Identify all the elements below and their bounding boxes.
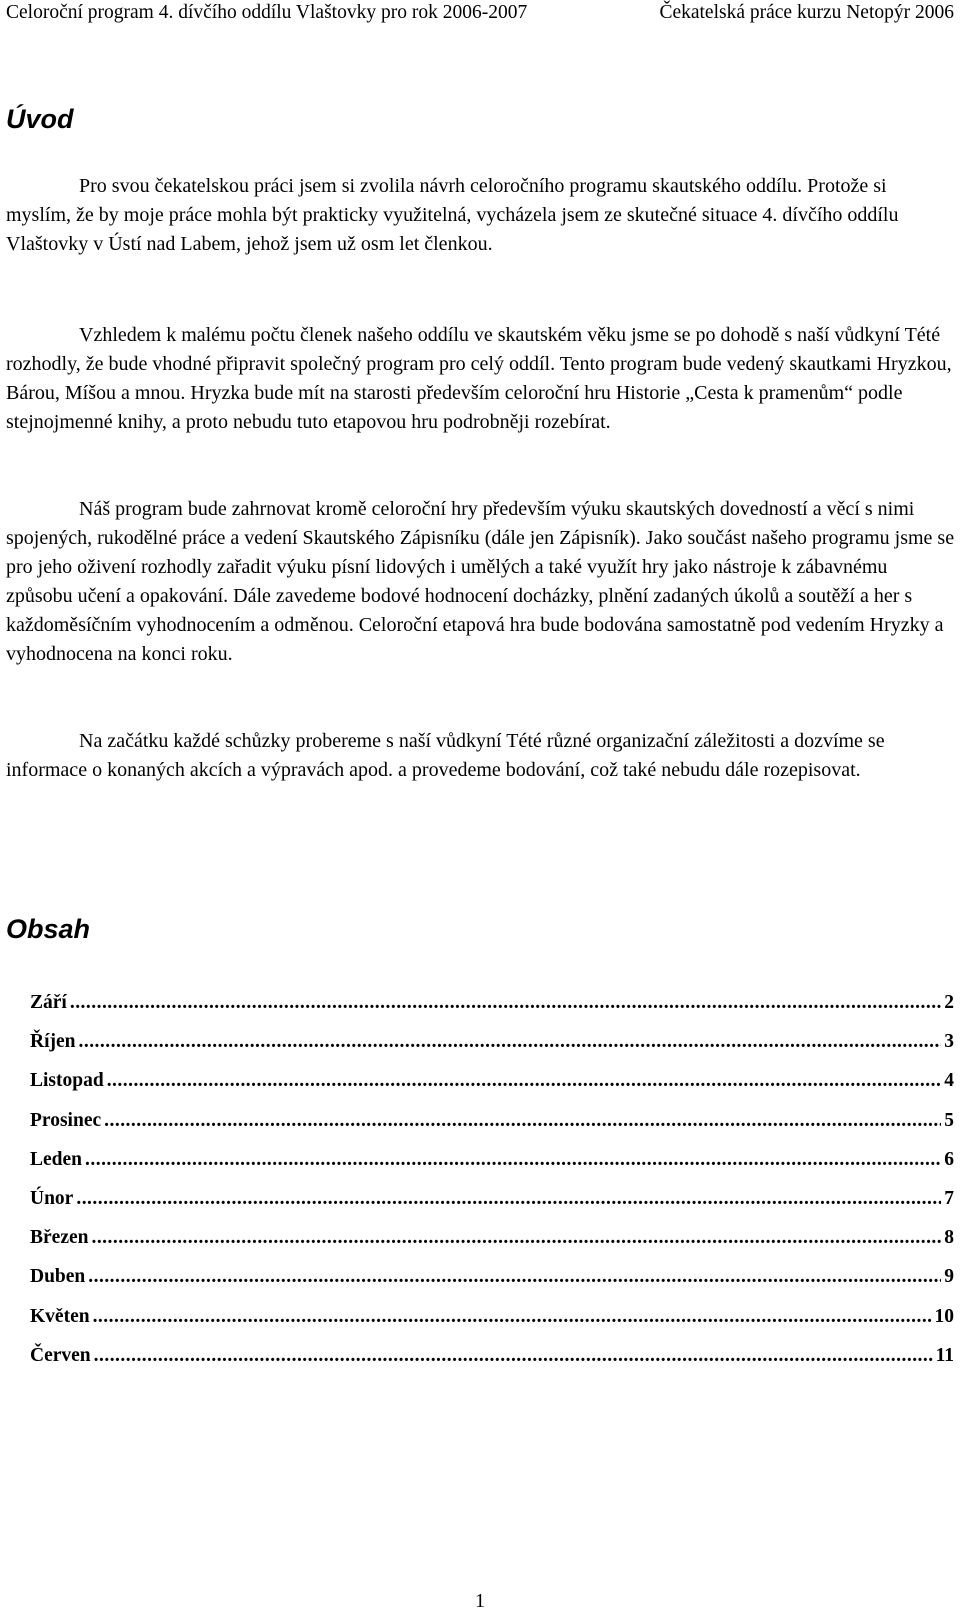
toc-entry-label: Prosinec bbox=[30, 1109, 102, 1131]
toc-leader-dots bbox=[88, 1266, 941, 1288]
toc-entry-label: Leden bbox=[30, 1148, 83, 1170]
toc-entry-page: 10 bbox=[934, 1305, 954, 1327]
toc-leader-dots bbox=[85, 1149, 941, 1171]
toc-entry-page: 5 bbox=[944, 1109, 954, 1131]
toc-entry-label: Březen bbox=[30, 1227, 89, 1249]
intro-heading: Úvod bbox=[6, 104, 74, 134]
page-number: 1 bbox=[475, 1590, 485, 1612]
header-left-text: Celoroční program 4. dívčího oddílu Vlaštovky pro rok 2006-2007 bbox=[6, 2, 528, 23]
toc-entry-label: Červen bbox=[30, 1344, 91, 1366]
page-header bbox=[6, 2, 954, 32]
toc-entry[interactable] bbox=[30, 1070, 954, 1109]
toc-entry-page: 3 bbox=[944, 1031, 954, 1053]
toc-entry-page: 11 bbox=[935, 1344, 954, 1366]
toc-entry-label: Říjen bbox=[30, 1031, 76, 1053]
toc-leader-dots bbox=[76, 1188, 941, 1210]
toc-entry-label: Duben bbox=[30, 1266, 86, 1288]
toc-leader-dots bbox=[91, 1227, 941, 1249]
toc-entry[interactable] bbox=[30, 1266, 954, 1305]
toc-leader-dots bbox=[94, 1345, 933, 1367]
toc-entry-page: 6 bbox=[944, 1148, 954, 1170]
intro-paragraph: Na začátku každé schůzky probereme s naší vůdkyní Tété různé organizační záležitosti a dozvíme se informace o konaných akcích a výpravách apod. a provedeme bodování, což také nebudu dále rozepisovat. bbox=[6, 730, 885, 781]
toc-entry[interactable] bbox=[30, 992, 954, 1031]
toc-heading: Obsah bbox=[6, 914, 91, 944]
toc-entry[interactable] bbox=[30, 1345, 954, 1384]
toc-entry-label: Září bbox=[30, 992, 67, 1013]
toc-leader-dots bbox=[93, 1306, 932, 1328]
toc-entry-page: 4 bbox=[944, 1070, 954, 1092]
toc-entry[interactable] bbox=[30, 1306, 954, 1345]
toc-leader-dots bbox=[70, 992, 941, 1014]
toc-entry-page: 8 bbox=[944, 1227, 954, 1249]
intro-paragraph: Náš program bude zahrnovat kromě celoroční hry především výuku skautských dovedností a věcí s nimi spojených, rukodělné práce a vedení Skautského Zápisníku (dále jen Zápisník). Jako součást našeho programu jsme se pro jeho oživení rozhodly zařadit výuku písní lidových i umělých a také využít hry jako nástroje k zábavnému způsobu učení a opakování. Dále zavedeme bodové hodnocení docházky, plnění zadaných úkolů a soutěží a her s každoměsíčním vyhodnocením a odměnou. Celoroční etapová hra bude bodována samostatně pod vedením Hryzky a vyhodnocena na konci roku. bbox=[6, 498, 955, 665]
toc-entry[interactable] bbox=[30, 1188, 954, 1227]
toc-leader-dots bbox=[104, 1110, 941, 1132]
intro-paragraph: Pro svou čekatelskou práci jsem si zvolila návrh celoročního programu skautského oddílu. Protože si myslím, že by moje práce mohla být prakticky využitelná, vycházela jsem ze skutečné situace 4. dívčího oddílu Vlaštovky v Ústí nad Labem, jehož jsem už osm let členkou. bbox=[6, 175, 899, 255]
toc-entry[interactable] bbox=[30, 1149, 954, 1188]
toc-entry-page: 7 bbox=[944, 1187, 954, 1209]
toc-entry[interactable] bbox=[30, 1227, 954, 1266]
toc-entry-label: Únor bbox=[30, 1187, 74, 1209]
intro-paragraph: Vzhledem k malému počtu členek našeho oddílu ve skautském věku jsme se po dohodě s naší vůdkyní Tété rozhodly, že bude vhodné připravit společný program pro celý oddíl. Tento program bude vedený skautkami Hryzkou, Bárou, Míšou a mnou. Hryzka bude mít na starosti především celoroční hru Historie „Cesta k pramenům“ podle stejnojmenné knihy, a proto nebudu tuto etapovou hru podrobněji rozebírat. bbox=[6, 324, 952, 433]
header-right-text: Čekatelská práce kurzu Netopýr 2006 bbox=[659, 2, 954, 23]
toc-leader-dots bbox=[79, 1031, 942, 1053]
toc-entry-page: 2 bbox=[944, 992, 954, 1013]
toc-entry-label: Listopad bbox=[30, 1070, 104, 1092]
toc-leader-dots bbox=[107, 1070, 942, 1092]
toc-entry-page: 9 bbox=[944, 1266, 954, 1288]
toc-entry[interactable] bbox=[30, 1110, 954, 1149]
toc-entry-label: Květen bbox=[30, 1305, 90, 1327]
table-of-contents bbox=[30, 992, 954, 1384]
toc-entry[interactable] bbox=[30, 1031, 954, 1070]
